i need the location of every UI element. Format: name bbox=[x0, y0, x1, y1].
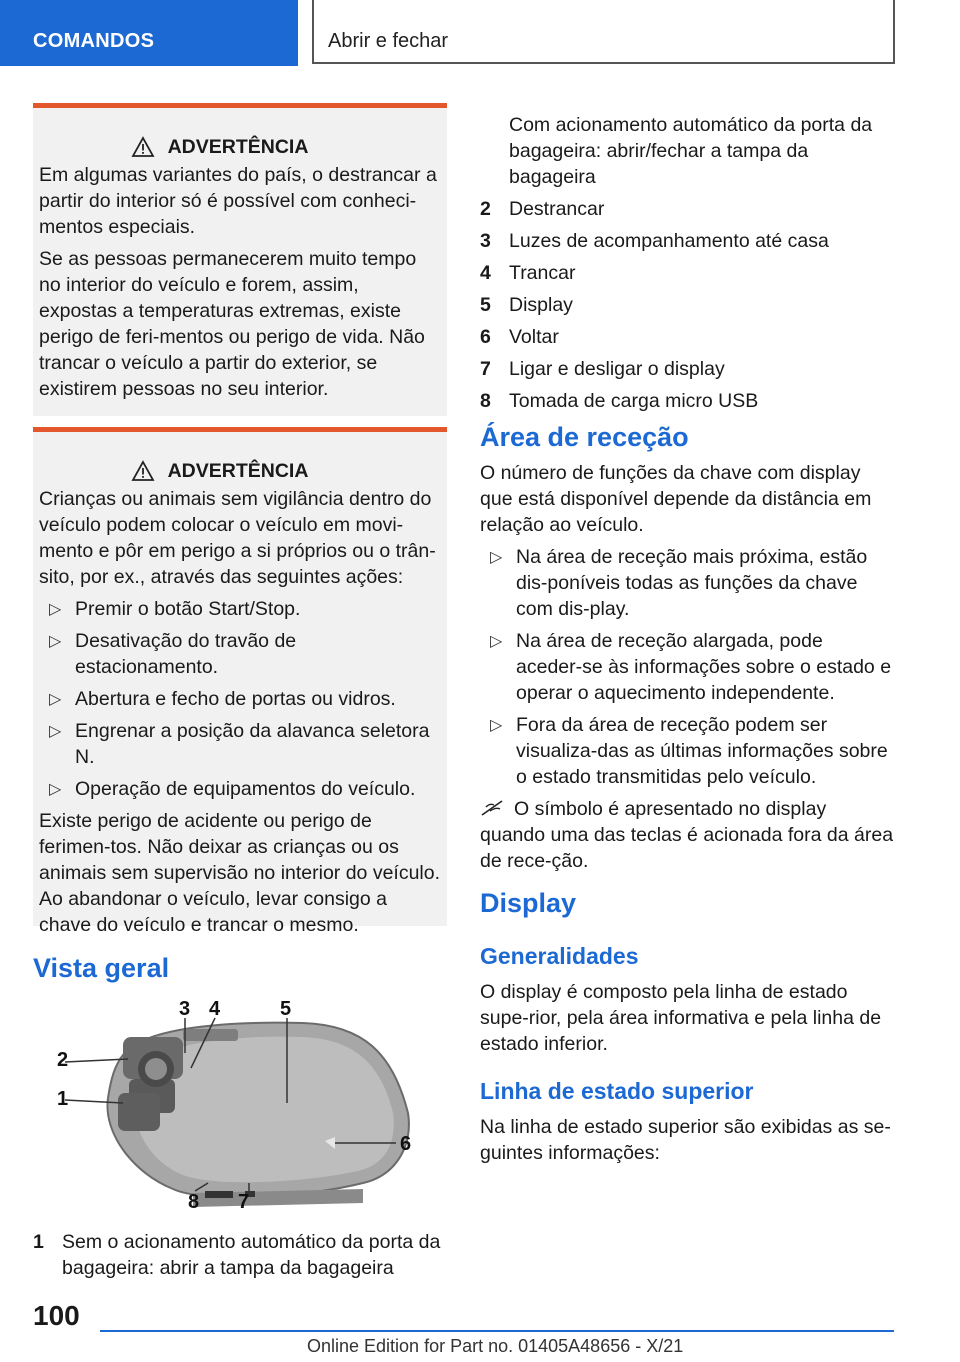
key-figure bbox=[57, 993, 418, 1215]
list-item-text: Premir o botão Start/Stop. bbox=[75, 598, 301, 620]
item-number: 1 bbox=[33, 1231, 44, 1253]
item-number: 2 bbox=[480, 198, 491, 220]
list-item-text: Na área de receção mais próxima, estão dis-poníveis todas as funções da chave com dis-play. bbox=[516, 546, 868, 620]
list-item bbox=[480, 544, 894, 622]
item-number: 6 bbox=[480, 326, 491, 348]
symbol-note-text: O símbolo é apresentado no display quando uma das teclas é acionada fora da área de rece-ção. bbox=[480, 798, 894, 872]
reception-list bbox=[480, 544, 894, 790]
item-text: Destrancar bbox=[509, 198, 605, 220]
item-number: 5 bbox=[480, 294, 491, 316]
status-line-text: Na linha de estado superior são exibidas as se-guintes informações: bbox=[480, 1116, 891, 1164]
item-text: Ligar e desligar o display bbox=[509, 358, 725, 380]
list-item bbox=[33, 1229, 447, 1281]
topic-title: Abrir e fechar bbox=[312, 0, 895, 64]
list-item bbox=[480, 228, 894, 254]
list-item-text: Fora da área de receção podem ser visualiza-das as últimas informações sobre o estado transmitidas pelo veículo. bbox=[516, 714, 888, 788]
list-item bbox=[480, 388, 894, 414]
warning-list bbox=[39, 596, 441, 802]
callout-6: 6 bbox=[400, 1133, 412, 1155]
bullet-triangle-icon: ▷ bbox=[49, 633, 62, 650]
callout-7: 7 bbox=[238, 1191, 250, 1213]
reception-intro: O número de funções da chave com display que está disponível depende da distância em relação ao veículo. bbox=[480, 462, 872, 536]
warning-box-2 bbox=[33, 427, 447, 936]
list-item bbox=[480, 712, 894, 790]
warning-paragraph: Crianças ou animais sem vigilância dentro do veículo podem colocar o veículo em movi-mento e pôr em perigo a si próprios ou o trân-sito, por ex., através das seguintes ações: bbox=[39, 488, 436, 588]
warning-paragraph: Existe perigo de acidente ou perigo de ferimen-tos. Não deixar as crianças ou os animais sem supervisão no interior do veículo. Ao abandonar o veículo, levar consigo a chave do veículo e trancar o mesmo. bbox=[39, 810, 441, 936]
warning-title bbox=[39, 458, 441, 484]
item-text: Luzes de acompanhamento até casa bbox=[509, 230, 829, 252]
reception-section bbox=[480, 460, 894, 874]
item-text: Sem o acionamento automático da porta da bagageira: abrir a tampa da bagageira bbox=[62, 1231, 441, 1279]
item-number: 3 bbox=[480, 230, 491, 252]
list-item bbox=[480, 356, 894, 382]
bullet-triangle-icon: ▷ bbox=[49, 691, 62, 708]
item-text: Tomada de carga micro USB bbox=[509, 390, 759, 412]
warning-title bbox=[39, 134, 441, 160]
warning-paragraph: Em algumas variantes do país, o destrancar a partir do interior só é possível com conheci-mentos especiais. bbox=[39, 164, 437, 238]
bullet-triangle-icon: ▷ bbox=[490, 633, 503, 650]
item-number: 8 bbox=[480, 390, 491, 412]
list-item bbox=[480, 292, 894, 318]
item-text: Display bbox=[509, 294, 573, 316]
overview-list-right bbox=[480, 112, 894, 420]
list-item-text: Operação de equipamentos do veículo. bbox=[75, 778, 416, 800]
list-item bbox=[39, 776, 441, 802]
out-of-range-icon bbox=[480, 799, 506, 817]
list-item bbox=[480, 324, 894, 350]
overview-heading: Vista geral bbox=[33, 953, 170, 983]
callout-8: 8 bbox=[188, 1191, 200, 1213]
list-item bbox=[39, 596, 441, 622]
item-text: Voltar bbox=[509, 326, 559, 348]
footer-edition: Online Edition for Part no. 01405A48656 - X/21 bbox=[307, 1336, 684, 1356]
warning-box-1 bbox=[33, 103, 447, 416]
display-heading: Display bbox=[480, 888, 577, 918]
general-heading: Generalidades bbox=[480, 943, 639, 969]
symbol-note bbox=[480, 796, 894, 874]
footer-divider bbox=[100, 1330, 894, 1332]
list-item bbox=[39, 628, 441, 680]
warning-triangle-icon bbox=[132, 137, 154, 157]
bullet-triangle-icon: ▷ bbox=[490, 549, 503, 566]
callout-1: 1 bbox=[57, 1088, 69, 1110]
list-item-text: Desativação do travão de estacionamento. bbox=[75, 630, 297, 678]
warning-title-text: ADVERTÊNCIA bbox=[167, 136, 309, 158]
item-number: 4 bbox=[480, 262, 491, 284]
warning-title-text: ADVERTÊNCIA bbox=[167, 460, 309, 482]
list-item bbox=[39, 718, 441, 770]
list-item-text: Na área de receção alargada, pode aceder-se às informações sobre o estado e operar o aquecimento independente. bbox=[516, 630, 892, 704]
list-item bbox=[39, 686, 441, 712]
list-item bbox=[480, 112, 894, 190]
item-number bbox=[480, 112, 509, 190]
bullet-triangle-icon: ▷ bbox=[49, 601, 62, 618]
bullet-triangle-icon: ▷ bbox=[490, 717, 503, 734]
callout-4: 4 bbox=[209, 998, 221, 1020]
warning-paragraph: Se as pessoas permanecerem muito tempo no interior do veículo e forem, assim, expostas a temperaturas extremas, existe perigo de feri-mentos ou perigo de vida. Não trancar o veículo a partir do exterior, se existirem pessoas no seu interior. bbox=[39, 248, 425, 400]
section-tab: COMANDOS bbox=[0, 0, 298, 66]
page-number: 100 bbox=[33, 1300, 80, 1331]
list-item bbox=[480, 628, 894, 706]
reception-heading: Área de receção bbox=[480, 422, 689, 452]
list-item bbox=[480, 196, 894, 222]
overview-list-left bbox=[33, 1229, 447, 1287]
list-item-text: Abertura e fecho de portas ou vidros. bbox=[75, 688, 396, 710]
callout-5: 5 bbox=[280, 998, 292, 1020]
list-item bbox=[480, 260, 894, 286]
warning-triangle-icon bbox=[132, 461, 154, 481]
status-line-heading: Linha de estado superior bbox=[480, 1078, 754, 1104]
bullet-triangle-icon: ▷ bbox=[49, 781, 62, 798]
list-item-text: Engrenar a posição da alavanca seletora N. bbox=[75, 720, 430, 768]
callout-2: 2 bbox=[57, 1049, 69, 1071]
callout-3: 3 bbox=[179, 998, 191, 1020]
bullet-triangle-icon: ▷ bbox=[49, 723, 62, 740]
general-text: O display é composto pela linha de estado supe-rior, pela área informativa e pela linha de estado inferior. bbox=[480, 981, 882, 1055]
item-text: Com acionamento automático da porta da bagageira: abrir/fechar a tampa da bagageira bbox=[509, 114, 873, 188]
item-number: 7 bbox=[480, 358, 491, 380]
item-text: Trancar bbox=[509, 262, 576, 284]
